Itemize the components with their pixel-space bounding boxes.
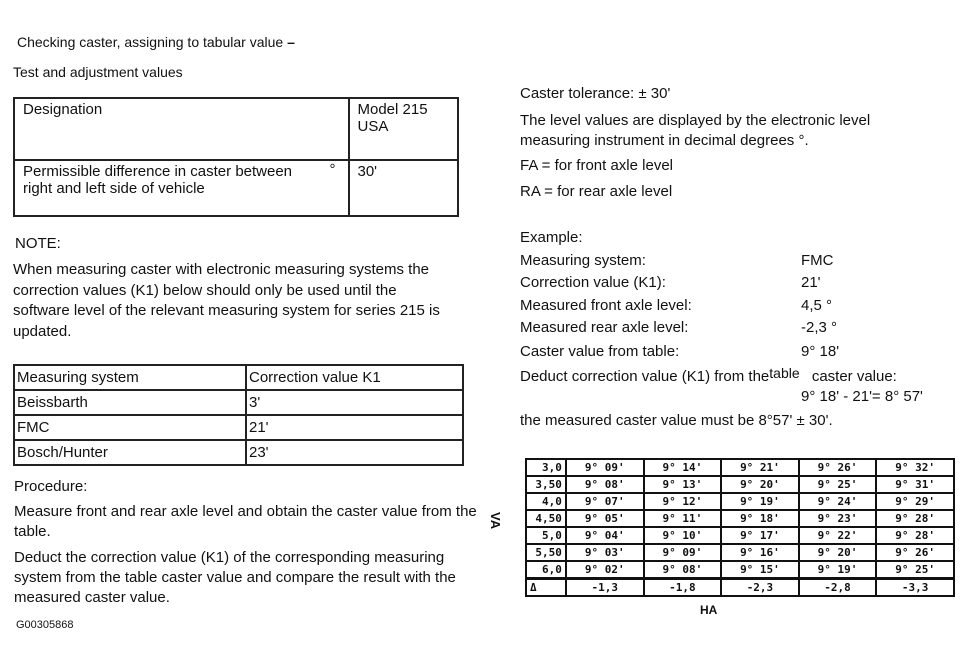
permissible-difference-text: Permissible difference in caster between right and left side of vehicle [23,163,293,197]
caster-value: 9° 16' [721,544,799,561]
caster-value: 9° 08' [566,476,644,493]
caster-row [526,527,954,544]
example-row [520,343,840,360]
ha-value: -2,8 [799,579,877,597]
caster-value: 9° 25' [876,561,954,579]
caster-value: 9° 05' [566,510,644,527]
example-row [520,319,838,336]
permissible-difference-label [14,160,349,216]
designation-header: Designation [14,98,349,160]
procedure-step-2: Deduct the correction value (K1) of the corresponding measuring system from the table caster value and compare the result with the measured caster value. [14,549,456,606]
example-value: 4,5 ° [801,297,833,314]
column-header: Measuring system [14,365,246,390]
example-row [520,274,821,291]
caster-value: 9° 18' [721,510,799,527]
caster-value: 9° 26' [799,459,877,476]
example-value: -2,3 ° [801,319,838,336]
caster-value: 9° 03' [566,544,644,561]
example-value: 21' [801,274,821,291]
example-heading: Example: [520,229,583,246]
caster-value: 9° 31' [876,476,954,493]
caster-value: 9° 09' [566,459,644,476]
caster-row [526,561,954,579]
caster-value: 9° 17' [721,527,799,544]
example-row [520,252,834,269]
procedure-step-1: Measure front and rear axle level and obtain the caster value from the table. [14,503,477,540]
caster-value: 9° 20' [799,544,877,561]
caster-value: 9° 26' [876,544,954,561]
va-axis-label: VA [488,512,503,530]
column-header: Correction value K1 [246,365,463,390]
subtitle: Test and adjustment values [13,64,183,80]
figure-id: G00305868 [16,619,74,631]
fa-legend: FA = for front axle level [520,157,673,174]
result-statement: the measured caster value must be 8°57' ± 30'. [520,412,833,429]
spec-table [13,97,459,217]
va-value: 3,50 [526,476,566,493]
caster-value: 9° 20' [721,476,799,493]
table-cell: FMC [14,415,246,440]
caster-value: 9° 12' [644,493,722,510]
caster-value: 9° 11' [644,510,722,527]
va-value: 4,0 [526,493,566,510]
calculation: 9° 18' - 21'= 8° 57' [801,388,923,405]
table-row [14,440,463,465]
caster-value: 9° 25' [799,476,877,493]
caster-value: 9° 07' [566,493,644,510]
caster-value: 9° 09' [644,544,722,561]
caster-value: 9° 23' [799,510,877,527]
ha-axis-label: HA [700,603,718,617]
correction-table [13,364,464,466]
deduct-caster-value: caster value: [811,368,897,385]
page-title: Checking caster, assigning to tabular value – [17,34,295,50]
ra-legend: RA = for rear axle level [520,183,673,200]
permissible-difference-value: 30' [349,160,459,216]
procedure-heading: Procedure: [14,478,88,495]
caster-value: 9° 22' [799,527,877,544]
table-cell: 3' [246,390,463,415]
va-value: 3,0 [526,459,566,476]
table-cell: 21' [246,415,463,440]
deduct-text: Deduct correction value (K1) from the [520,368,770,385]
display-note: The level values are displayed by the electronic level measuring instrument in decimal degrees °. [520,112,871,149]
example-label: Measured rear axle level: [520,319,689,336]
caster-value: 9° 02' [566,561,644,579]
caster-value: 9° 13' [644,476,722,493]
caster-value: 9° 29' [876,493,954,510]
va-value: 5,0 [526,527,566,544]
va-value: 4,50 [526,510,566,527]
caster-value: 9° 28' [876,527,954,544]
ha-value: -1,3 [566,579,644,597]
va-value: 6,0 [526,561,566,579]
example-label: Correction value (K1): [520,274,666,291]
caster-row [526,459,954,476]
ha-value: -2,3 [721,579,799,597]
caster-value: 9° 15' [721,561,799,579]
ha-value: -1,8 [644,579,722,597]
table-row [14,390,463,415]
deduct-table-word: table [769,365,800,381]
caster-value: 9° 14' [644,459,722,476]
caster-row [526,510,954,527]
model-header: Model 215 USA [349,98,459,160]
table-cell: Beissbarth [14,390,246,415]
caster-value: 9° 21' [721,459,799,476]
table-row [14,415,463,440]
example-value: FMC [801,252,834,269]
ha-value: -3,3 [876,579,954,597]
caster-value: 9° 24' [799,493,877,510]
table-cell: Bosch/Hunter [14,440,246,465]
example-row [520,297,833,314]
example-label: Measured front axle level: [520,297,692,314]
caster-value: 9° 32' [876,459,954,476]
example-label: Measuring system: [520,252,646,269]
note-heading: NOTE: [15,235,61,252]
caster-value: 9° 19' [721,493,799,510]
caster-row [526,544,954,561]
va-value: 5,50 [526,544,566,561]
note-text: When measuring caster with electronic measuring systems the correction values (K1) below should only be used until the software level of the relevant measuring system for series 215 is updated. [13,261,440,340]
example-label: Caster value from table: [520,343,680,360]
delta-corner: Δ [526,579,566,597]
caster-table [525,458,955,597]
deduct-instruction [520,365,897,385]
caster-value: 9° 08' [644,561,722,579]
caster-value: 9° 10' [644,527,722,544]
degree-mark: ° [329,161,336,178]
caster-value: 9° 28' [876,510,954,527]
caster-value: 9° 19' [799,561,877,579]
caster-tolerance: Caster tolerance: ± 30' [520,85,671,102]
example-value: 9° 18' [801,343,840,360]
caster-value: 9° 04' [566,527,644,544]
table-cell: 23' [246,440,463,465]
ha-row [526,579,954,597]
caster-row [526,493,954,510]
caster-row [526,476,954,493]
